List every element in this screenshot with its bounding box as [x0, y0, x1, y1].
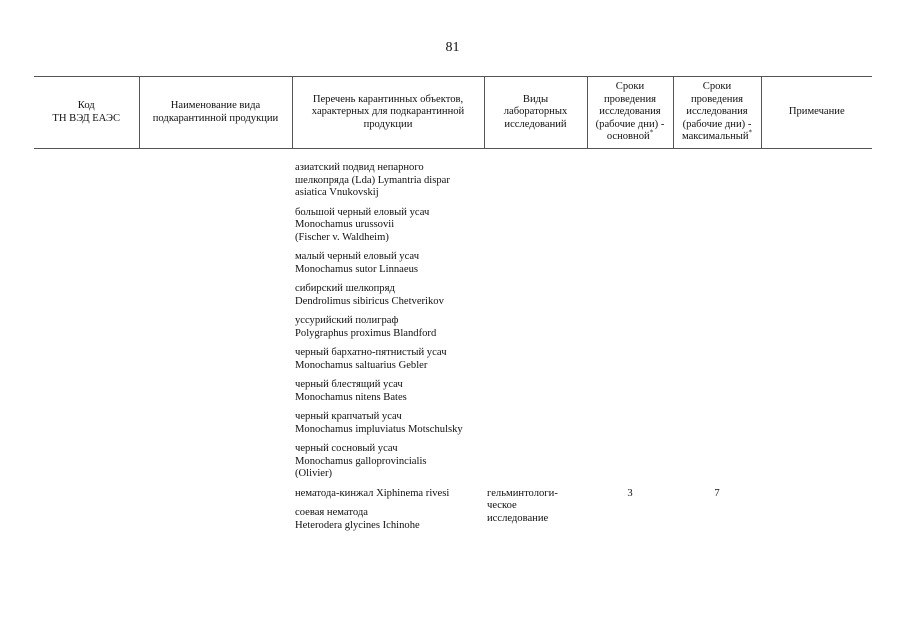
- quarantine-object-entry: [295, 411, 484, 436]
- lab-study-line: исследование: [487, 512, 549, 524]
- quarantine-object-line: Monochamus sutor Linnaeus: [295, 263, 418, 275]
- header-product-name: [139, 77, 292, 149]
- header-line: проведения: [603, 93, 657, 105]
- header-line: ТН ВЭД ЕАЭС: [52, 112, 121, 124]
- quarantine-object-entry: [295, 315, 484, 340]
- table-row: [34, 149, 872, 488]
- header-line: (рабочие дни) -: [595, 118, 665, 130]
- note-cell: [761, 488, 872, 540]
- quarantine-object-line: малый черный еловый усач: [295, 251, 420, 262]
- header-line: (рабочие дни) -: [682, 118, 752, 130]
- term-main-value: 3: [627, 487, 633, 499]
- lab-study-line: ческое: [487, 500, 517, 511]
- quarantine-object-line: (Fischer v. Waldheim): [295, 231, 389, 243]
- header-term-main: [587, 77, 673, 149]
- term-max-value: 7: [714, 487, 720, 499]
- quarantine-object-line: азиатский подвид непарного: [295, 162, 424, 173]
- header-lab-studies: [484, 77, 587, 149]
- term-max-cell-empty: [673, 149, 761, 488]
- header-line: Сроки: [615, 81, 645, 93]
- quarantine-object-entry: [295, 162, 484, 200]
- quarantine-object-line: черный сосновый усач: [295, 443, 398, 454]
- quarantine-object-line: Monochamus nitens Bates: [295, 391, 407, 403]
- product-name-cell: [139, 488, 292, 540]
- product-name-cell: [139, 149, 292, 488]
- header-line: исследования: [686, 106, 748, 118]
- quarantine-object-line: черный бархатно-пятнистый усач: [295, 347, 447, 358]
- header-line: Сроки: [702, 81, 732, 93]
- header-line: Код: [77, 100, 95, 111]
- quarantine-table-container: [34, 76, 872, 539]
- quarantine-object-line: asiatica Vnukovskij: [295, 187, 379, 198]
- quarantine-objects-table: [34, 76, 872, 539]
- lab-cell-empty: [484, 149, 587, 488]
- term-main-cell-empty: [587, 149, 673, 488]
- quarantine-object-line: уссурийский полиграф: [295, 315, 399, 326]
- lab-study-line: гельминтологи-: [487, 487, 558, 499]
- header-quarantine-objects: [292, 77, 484, 149]
- quarantine-object-line: Heterodera glycines Ichinohe: [295, 519, 420, 531]
- quarantine-object-entry: [295, 507, 484, 532]
- page-number: 81: [445, 40, 460, 55]
- footnote-mark: *: [748, 128, 753, 137]
- footnote-mark: *: [649, 128, 654, 137]
- quarantine-object-line: Monochamus urussovii: [295, 219, 395, 230]
- quarantine-object-line: Polygraphus proximus Blandford: [295, 327, 437, 339]
- quarantine-object-line: Monochamus galloprovincialis: [295, 455, 427, 467]
- header-line-text: максимальный: [681, 131, 749, 143]
- header-line: лабораторных: [503, 106, 568, 118]
- quarantine-object-line: черный крапчатый усач: [295, 411, 402, 422]
- header-line: подкарантинной продукции: [152, 112, 279, 124]
- header-line: Виды: [522, 93, 549, 105]
- header-line: Примечание: [788, 106, 845, 118]
- table-header-row: [34, 77, 872, 149]
- header-line: Наименование вида: [170, 100, 261, 111]
- objects-list: [295, 162, 484, 481]
- lab-study-cell: [484, 488, 587, 540]
- quarantine-object-line: соевая нематода: [295, 507, 368, 518]
- objects-cell: [292, 149, 484, 488]
- quarantine-object-entry: [295, 443, 484, 481]
- quarantine-object-line: черный блестящий усач: [295, 379, 403, 390]
- code-cell: [34, 149, 139, 488]
- header-line: Перечень карантинных объектов,: [312, 93, 464, 105]
- quarantine-object-line: Monochamus saltuarius Gebler: [295, 359, 428, 371]
- quarantine-object-entry: [295, 488, 484, 501]
- quarantine-object-line: нематода-кинжал Xiphinema rivesi: [295, 487, 450, 499]
- quarantine-object-line: сибирский шелкопряд: [295, 283, 395, 294]
- quarantine-object-entry: [295, 379, 484, 404]
- quarantine-object-line: шелкопряда (Lda) Lymantria dispar: [295, 174, 450, 186]
- quarantine-object-line: (Olivier): [295, 468, 333, 479]
- header-note: [761, 77, 872, 149]
- quarantine-object-entry: [295, 207, 484, 245]
- header-term-max: [673, 77, 761, 149]
- header-code: [34, 77, 139, 149]
- quarantine-object-entry: [295, 283, 484, 308]
- header-line: [677, 128, 758, 144]
- quarantine-object-line: Monochamus impluviatus Motschulsky: [295, 423, 463, 435]
- header-line: исследований: [504, 118, 567, 130]
- note-cell: [761, 149, 872, 488]
- quarantine-object-line: Dendrolimus sibiricus Chetverikov: [295, 295, 444, 307]
- objects-list: [295, 488, 484, 533]
- objects-cell: [292, 488, 484, 540]
- code-cell: [34, 488, 139, 540]
- header-line: проведения: [690, 93, 744, 105]
- quarantine-object-line: большой черный еловый усач: [295, 206, 430, 218]
- header-line: исследования: [599, 106, 661, 118]
- quarantine-object-entry: [295, 347, 484, 372]
- quarantine-object-entry: [295, 251, 484, 276]
- header-line: продукции: [363, 118, 413, 130]
- header-line-text: основной: [606, 131, 650, 143]
- header-line: [591, 128, 670, 144]
- header-line: характерных для подкарантинной: [311, 106, 465, 118]
- table-row: [34, 488, 872, 540]
